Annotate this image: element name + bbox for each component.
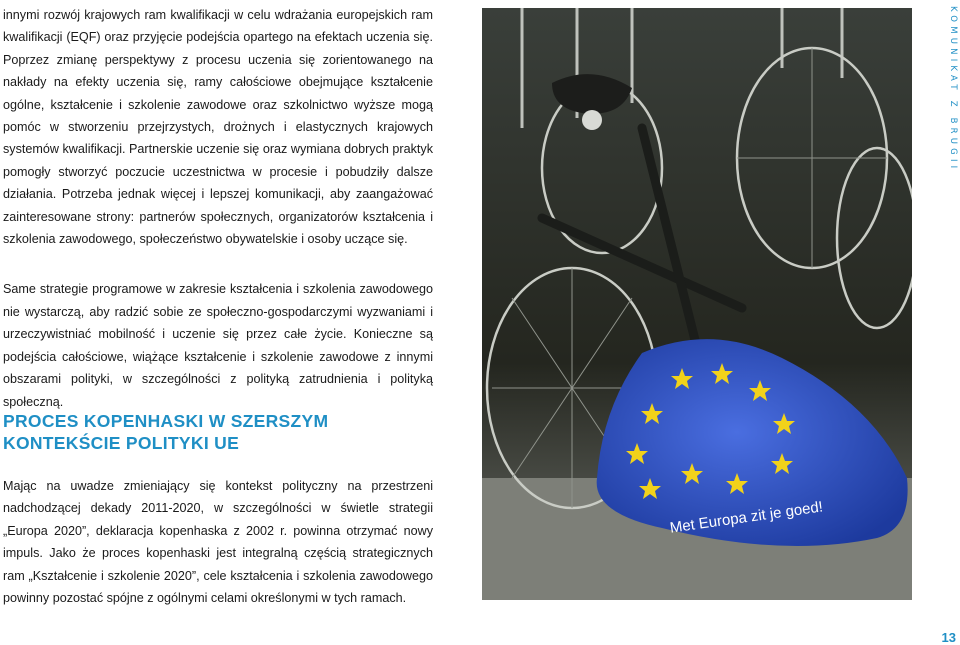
side-running-header: KOMUNIKAT Z BRUGII xyxy=(948,6,958,173)
bicycle-photo xyxy=(482,8,912,600)
section-paragraph: Mając na uwadze zmieniający się kontekst polityczny na przestrzeni nadchodzącej dekady 2011-2020, w szczególności w świetle strategii „Europa 2020”, deklaracja kopenhaska z 2002 r. powinna otrzymać nowy impuls. Jako że proces kopenhaski jest integralną częścią strategicznych ram „Kształcenie i szkolenie 2020”, cele kształcenia i szkolenia zawodowego powinny pozostać spójne z ogólnymi celami określonymi w tych ramach. xyxy=(3,479,433,606)
intro-paragraph-2: Same strategie programowe w zakresie kształcenia i szkolenia zawodowego nie wystarczą, aby radzić sobie ze społeczno-gospodarczymi wyzwaniami i urzeczywistniać mobilność i uczenie się przez całe życie. Konieczne są podejścia całościowe, wiążące kształcenie i szkolenie zawodowe z innymi obszarami polityki, w szczególności z polityką zatrudnienia i polityką społeczną. xyxy=(3,282,433,409)
saddle-slogan: Met Europa zit je goed! xyxy=(668,498,824,537)
intro-text-column xyxy=(3,4,433,413)
bell xyxy=(582,110,602,130)
section-heading-line-1: PROCES KOPENHASKI W SZERSZYM xyxy=(3,411,329,431)
section-heading-line-2: KONTEKŚCIE POLITYKI UE xyxy=(3,433,240,453)
intro-paragraph-1: innymi rozwój krajowych ram kwalifikacji w celu wdrażania europejskich ram kwalifikacji (EQF) oraz przyjęcie podejścia opartego na efektach uczenia się. Poprzez zmianę perspektywy z procesu uczenia się zorientowanego na nakłady na efekty uczenia się, ramy całościowe obejmujące kształcenie ogólne, kształcenie i szkolenie zawodowe oraz szkolnictwo wyższe mogą pomóc w stworzeniu przejrzystych, drożnych i elastycznych krajowych systemów kwalifikacji. Partnerskie uczenie się oraz wymiana dobrych praktyk pomogły stworzyć poczucie uczestnictwa w procesie i pobudziły dalsze działania. Potrzeba jednak więcej i lepszej komunikacji, aby zaangażować zainteresowane strony: partnerów społecznych, organizatorów kształcenia i szkolenia zawodowego, społeczeństwo obywatelskie i osoby uczące się. xyxy=(3,8,433,247)
bicycle-illustration xyxy=(482,8,912,600)
section-text-column xyxy=(3,475,433,609)
page-number: 13 xyxy=(941,630,956,645)
section-heading xyxy=(3,410,443,454)
